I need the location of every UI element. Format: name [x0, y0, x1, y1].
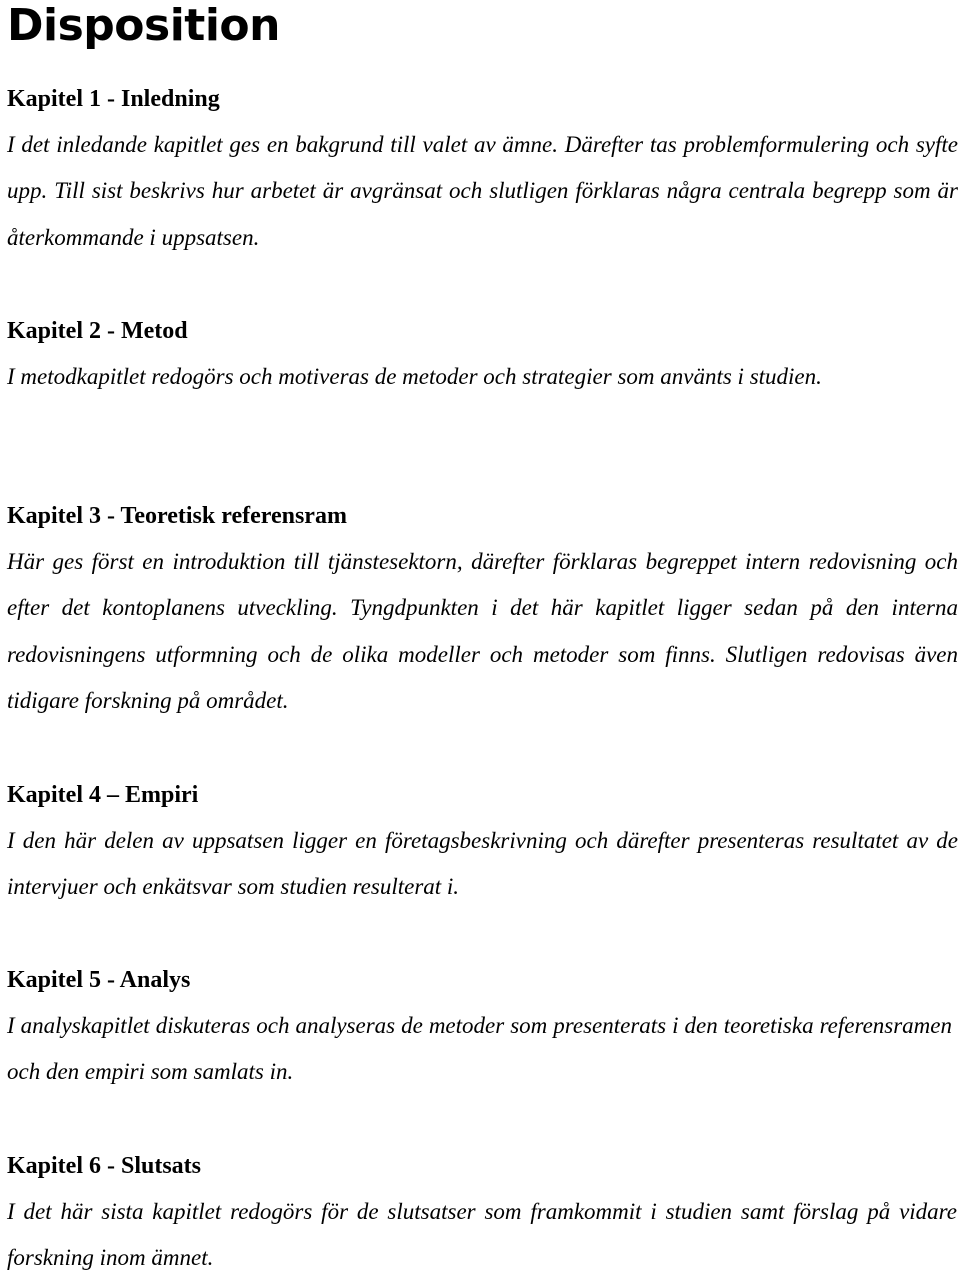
chapter-heading: Kapitel 6 - Slutsats: [7, 1153, 202, 1179]
chapter-heading: Kapitel 5 - Analys: [7, 967, 191, 993]
chapter-6: [7, 1143, 958, 1282]
chapter-1: [7, 76, 958, 261]
chapter-text: I analyskapitlet diskuteras och analyseras de metoder som presenterats i den teoretiska referensramen och den empiri som samlats in.: [7, 1013, 952, 1085]
chapter-text: I den här delen av uppsatsen ligger en företagsbeskrivning och därefter presenteras resultatet av de intervjuer och enkätsvar som studien resulterat i.: [7, 828, 958, 900]
chapter-text: I det inledande kapitlet ges en bakgrund till valet av ämne. Därefter tas problemformulering och syfte upp. Till sist beskrivs hur arbetet är avgränsat och slutligen förklaras några centrala begrepp som är återkommande i uppsatsen.: [7, 132, 958, 250]
page-title: Disposition: [7, 0, 280, 51]
chapter-heading: Kapitel 4 – Empiri: [7, 782, 199, 808]
chapter-heading: Kapitel 2 - Metod: [7, 318, 188, 344]
chapter-text: I metodkapitlet redogörs och motiveras de metoder och strategier som använts i studien.: [7, 364, 822, 389]
document-page: [7, 0, 958, 1271]
chapter-3: [7, 493, 958, 724]
chapter-2: [7, 308, 958, 400]
chapter-text: I det här sista kapitlet redogörs för de slutsatser som framkommit i studien samt förslag på vidare forskning inom ämnet.: [7, 1199, 957, 1271]
chapter-4: [7, 772, 958, 911]
chapter-text: Här ges först en introduktion till tjänstesektorn, därefter förklaras begreppet intern redovisning och efter det kontoplanens utveckling. Tyngdpunkten i det här kapitlet ligger sedan på den interna redovisningens utformning och de olika modeller och metoder som finns. Slutligen redovisas även tidigare forskning på området.: [7, 549, 958, 713]
chapter-heading: Kapitel 3 - Teoretisk referensram: [7, 503, 347, 529]
chapter-heading: Kapitel 1 - Inledning: [7, 86, 220, 112]
chapter-5: [7, 957, 958, 1096]
